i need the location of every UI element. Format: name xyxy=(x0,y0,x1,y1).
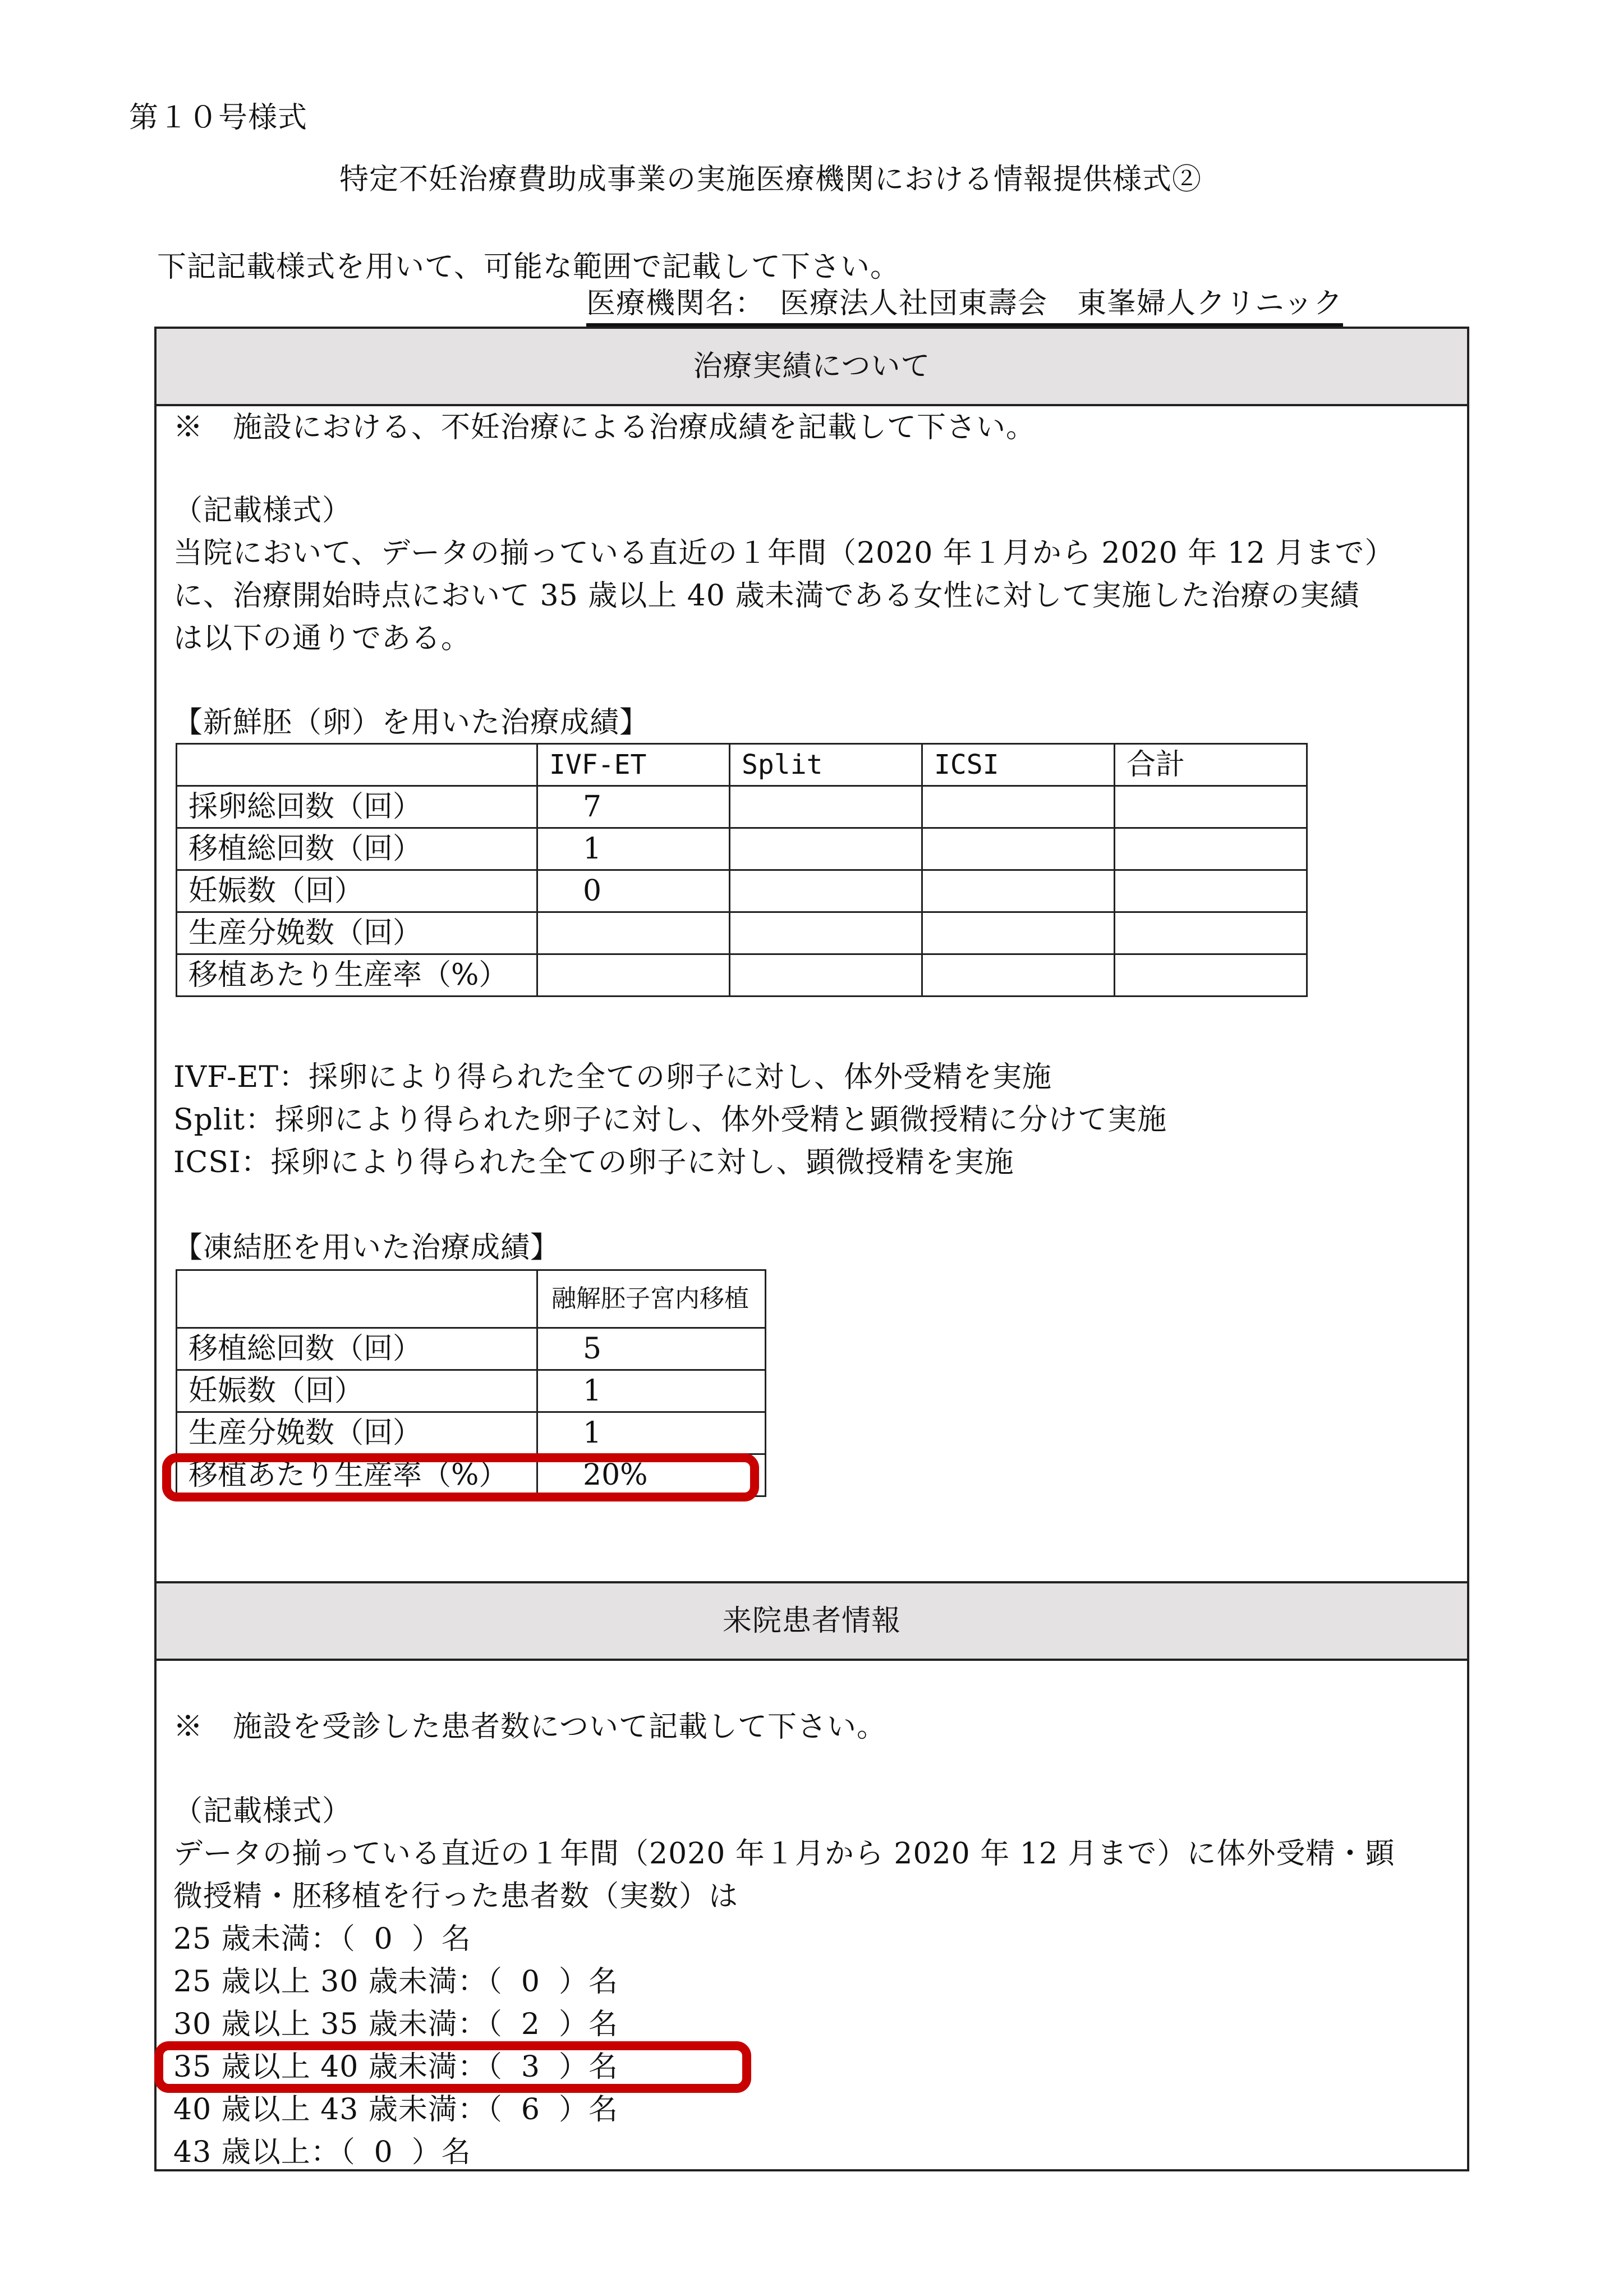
table-cell xyxy=(922,786,1115,828)
table-header-cell: 合計 xyxy=(1115,744,1307,786)
section-header-patient-info xyxy=(157,1581,1467,1661)
paragraph-line: 微授精・胚移植を行った患者数（実数）は xyxy=(173,1880,739,1913)
table-header-cell xyxy=(177,1270,537,1328)
format-label: （記載様式） xyxy=(173,1794,352,1828)
table-header-row xyxy=(177,744,1307,786)
table-cell xyxy=(1115,786,1307,828)
table-header-cell: ICSI xyxy=(922,744,1115,786)
fresh-embryo-table xyxy=(176,743,1308,997)
table-header-cell: 融解胚子宮内移植 xyxy=(537,1270,766,1328)
table-cell xyxy=(1115,954,1307,997)
age-group-suffix: ）名 xyxy=(558,2093,618,2127)
age-group-row xyxy=(173,1960,618,2003)
table-row xyxy=(177,1370,766,1412)
age-group-suffix: ）名 xyxy=(558,1965,618,1999)
table-row xyxy=(177,1412,766,1454)
table-cell xyxy=(730,786,922,828)
section-note: ※ 施設を受診した患者数について記載して下さい。 xyxy=(173,1710,886,1744)
age-group-row xyxy=(173,2088,618,2131)
instruction-text: 下記記載様式を用いて、可能な範囲で記載して下さい。 xyxy=(157,250,900,284)
highlight-box-live-birth-rate xyxy=(162,1453,759,1501)
row-label: 移植総回数（回） xyxy=(177,828,537,870)
table-row xyxy=(177,1328,766,1370)
age-group-row xyxy=(173,2131,471,2174)
table-cell: 1 xyxy=(537,1412,766,1454)
document-title: 特定不妊治療費助成事業の実施医療機関における情報提供様式② xyxy=(339,163,1202,196)
age-group-count: 6 xyxy=(521,2093,540,2127)
table-cell xyxy=(922,870,1115,912)
age-group-suffix: ）名 xyxy=(558,2008,618,2041)
table-cell: 7 xyxy=(537,786,730,828)
age-group-label: 40 歳以上 43 歳未満：（ xyxy=(173,2093,503,2127)
table-header-cell: IVF-ET xyxy=(537,744,730,786)
form-box xyxy=(154,327,1469,2171)
table-cell xyxy=(537,912,730,954)
table-cell: 1 xyxy=(537,1370,766,1412)
facility-name: 医療法人社団東壽会 東峯婦人クリニック xyxy=(780,287,1343,320)
table-cell xyxy=(1115,870,1307,912)
row-label: 採卵総回数（回） xyxy=(177,786,537,828)
table-cell xyxy=(730,954,922,997)
age-group-count: 0 xyxy=(374,2136,393,2169)
row-label: 生産分娩数（回） xyxy=(177,912,537,954)
age-group-suffix: ）名 xyxy=(558,2050,618,2084)
paragraph-line: は以下の通りである。 xyxy=(173,622,471,655)
age-group-label: 30 歳以上 35 歳未満：（ xyxy=(173,2008,503,2041)
paragraph-line: データの揃っている直近の１年間（2020 年１月から 2020 年 12 月まで）に体外受精・顕 xyxy=(173,1837,1395,1871)
age-group-suffix: ）名 xyxy=(411,1922,471,1956)
table-cell xyxy=(1115,912,1307,954)
frozen-table-caption: 【凍結胚を用いた治療成績】 xyxy=(173,1231,560,1265)
row-label: 生産分娩数（回） xyxy=(177,1412,537,1454)
form-number: 第１０号様式 xyxy=(129,101,308,135)
row-label: 移植総回数（回） xyxy=(177,1328,537,1370)
table-cell xyxy=(1115,828,1307,870)
section-title: 治療実績について xyxy=(693,350,931,383)
definition-icsi: ICSI：採卵により得られた全ての卵子に対し、顕微授精を実施 xyxy=(173,1146,1014,1179)
age-group-label: 35 歳以上 40 歳未満：（ xyxy=(173,2050,503,2084)
table-row xyxy=(177,786,1307,828)
format-label: （記載様式） xyxy=(173,494,352,527)
row-label: 妊娠数（回） xyxy=(177,1370,537,1412)
age-group-count: 0 xyxy=(521,1965,540,1999)
table-cell: 20% xyxy=(537,1454,766,1496)
table-cell xyxy=(730,912,922,954)
facility-label: 医療機関名： xyxy=(586,287,751,320)
age-group-row xyxy=(173,1918,471,1960)
age-group-label: 25 歳未満：（ xyxy=(173,1922,356,1956)
paragraph-line: に、治療開始時点において 35 歳以上 40 歳未満である女性に対して実施した治療の実績 xyxy=(173,579,1360,613)
table-cell: 5 xyxy=(537,1328,766,1370)
row-label: 移植あたり生産率（%） xyxy=(177,954,537,997)
table-row xyxy=(177,912,1307,954)
row-label: 妊娠数（回） xyxy=(177,870,537,912)
age-group-count: 3 xyxy=(521,2050,540,2084)
facility-name-line xyxy=(586,284,1343,327)
section-note: ※ 施設における、不妊治療による治療成績を記載して下さい。 xyxy=(173,411,1036,444)
age-group-count: 2 xyxy=(521,2008,540,2041)
table-row xyxy=(177,828,1307,870)
table-cell xyxy=(537,954,730,997)
table-cell xyxy=(730,870,922,912)
fresh-table-caption: 【新鮮胚（卵）を用いた治療成績】 xyxy=(173,706,650,740)
age-group-count: 0 xyxy=(374,1922,393,1956)
table-cell: 1 xyxy=(537,828,730,870)
age-group-suffix: ）名 xyxy=(411,2136,471,2169)
table-cell xyxy=(730,828,922,870)
section-header-treatment-results xyxy=(157,329,1467,406)
age-group-label: 43 歳以上：（ xyxy=(173,2136,356,2169)
definition-ivf-et: IVF-ET：採卵により得られた全ての卵子に対し、体外受精を実施 xyxy=(173,1060,1052,1094)
table-row xyxy=(177,870,1307,912)
section-title: 来院患者情報 xyxy=(722,1604,901,1638)
row-label: 移植あたり生産率（%） xyxy=(177,1454,537,1496)
paragraph-line: 当院において、データの揃っている直近の１年間（2020 年１月から 2020 年 12 月まで） xyxy=(173,536,1395,570)
table-cell xyxy=(922,828,1115,870)
table-header-cell xyxy=(177,744,537,786)
table-cell xyxy=(922,912,1115,954)
table-cell: 0 xyxy=(537,870,730,912)
highlight-box-age-35-40 xyxy=(154,2041,751,2093)
age-group-row xyxy=(173,2003,618,2046)
table-header-cell: Split xyxy=(730,744,922,786)
table-row xyxy=(177,954,1307,997)
definition-split: Split：採卵により得られた卵子に対し、体外受精と顕微授精に分けて実施 xyxy=(173,1103,1167,1137)
age-group-label: 25 歳以上 30 歳未満：（ xyxy=(173,1965,503,1999)
table-header-row xyxy=(177,1270,766,1328)
table-cell xyxy=(922,954,1115,997)
